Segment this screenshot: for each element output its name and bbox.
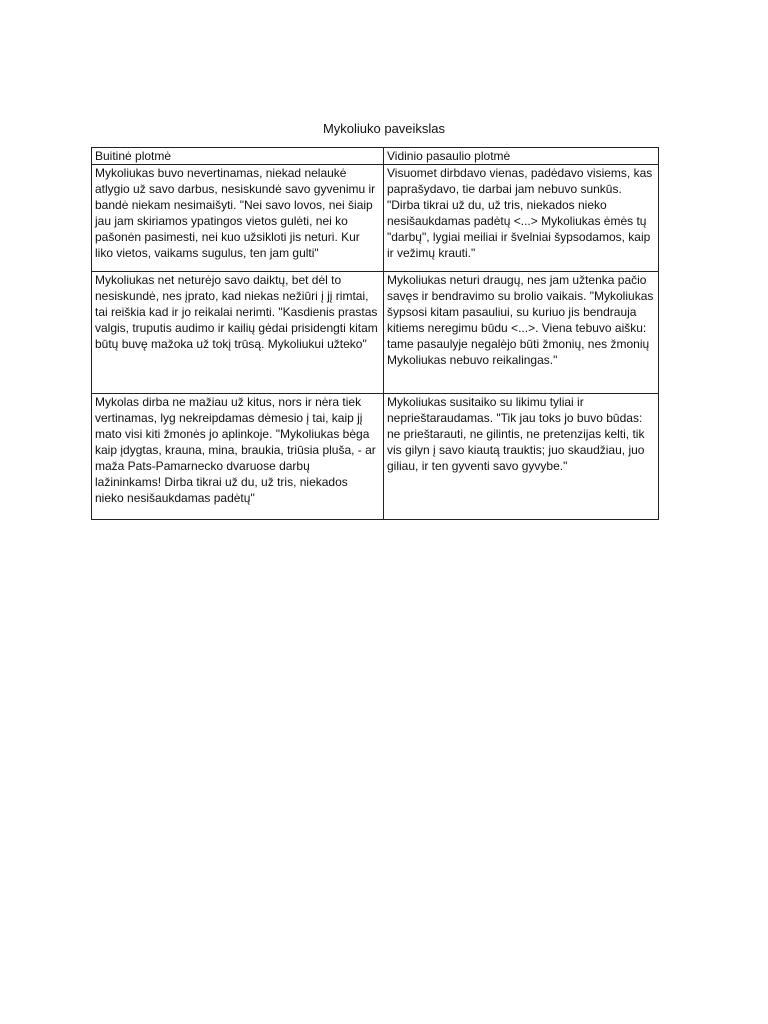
table-row xyxy=(92,272,659,394)
table-cell: Visuomet dirbdavo vienas, padėdavo visiems, kas paprašydavo, tie darbai jam nebuvo sunkūs. "Dirba tikrai už du, už tris, niekados nieko nesišaukdamas padėtų <...> Mykoliukas ėmės tų "darbų", lygiai meiliai ir švelniai šypsodamos, kaip ir vežimų krauti." xyxy=(384,165,659,272)
table-row xyxy=(92,165,659,272)
table-cell: Mykolas dirba ne mažiau už kitus, nors ir nėra tiek vertinamas, lyg nekreipdamas dėmesio į tai, kaip jį mato visi kiti žmonės jo aplinkoje. "Mykoliukas bėga kaip įdygtas, krauna, mina, braukia, triūsia pluša, - ar maža Pats-Pamarnecko dvaruose darbų lažininkams! Dirba tikrai už du, už tris, niekados nieko nesišaukdamas padėtų" xyxy=(92,394,384,520)
column-header-everyday: Buitinė plotmė xyxy=(92,148,384,165)
table-row xyxy=(92,394,659,520)
table-cell: Mykoliukas buvo nevertinamas, niekad nelaukė atlygio už savo darbus, nesiskundė savo gyvenimu ir bandė niekam nesimaišyti. "Nei savo lovos, nei šiaip jau jam skiriamos ypatingos vietos gulėti, nei ko pašonėn pasimesti, nei kuo užsikloti jis neturi. Kur liko vietos, vaikams sugulus, ten jam gulti" xyxy=(92,165,384,272)
table-cell: Mykoliukas neturi draugų, nes jam užtenka pačio savęs ir bendravimo su brolio vaikais. "Mykoliukas šypsosi kitam pasauliui, su kuriuo jis bendrauja kitiems neregimu būdu <...>. Viena tebuvo aišku: tame pasaulyje negalėjo būti žmonių, nes žmonių Mykoliukas nebuvo reikalingas." xyxy=(384,272,659,394)
table-cell: Mykoliukas net neturėjo savo daiktų, bet dėl to nesiskundė, nes įprato, kad niekas nežiūri į jį rimtai, tai reiškia kad ir jo reikalai nerimti. "Kasdienis prastas valgis, truputis audimo ir kailių gėdai prisidengti kitam būtų buvę mažoka už tokį trūsą. Mykoliukui užteko" xyxy=(92,272,384,394)
comparison-table xyxy=(91,147,659,520)
document-title: Mykoliuko paveikslas xyxy=(322,121,446,136)
column-header-inner-world: Vidinio pasaulio plotmė xyxy=(384,148,659,165)
table-header-row xyxy=(92,148,659,165)
table-cell: Mykoliukas susitaiko su likimu tyliai ir neprieštaraudamas. "Tik jau toks jo buvo būdas: ne prieštarauti, ne gilintis, ne pretenzijas kelti, tik vis gilyn į savo kiautą trauktis; juo skaudžiau, juo giliau, ir ten gyventi savo gyvybe." xyxy=(384,394,659,520)
